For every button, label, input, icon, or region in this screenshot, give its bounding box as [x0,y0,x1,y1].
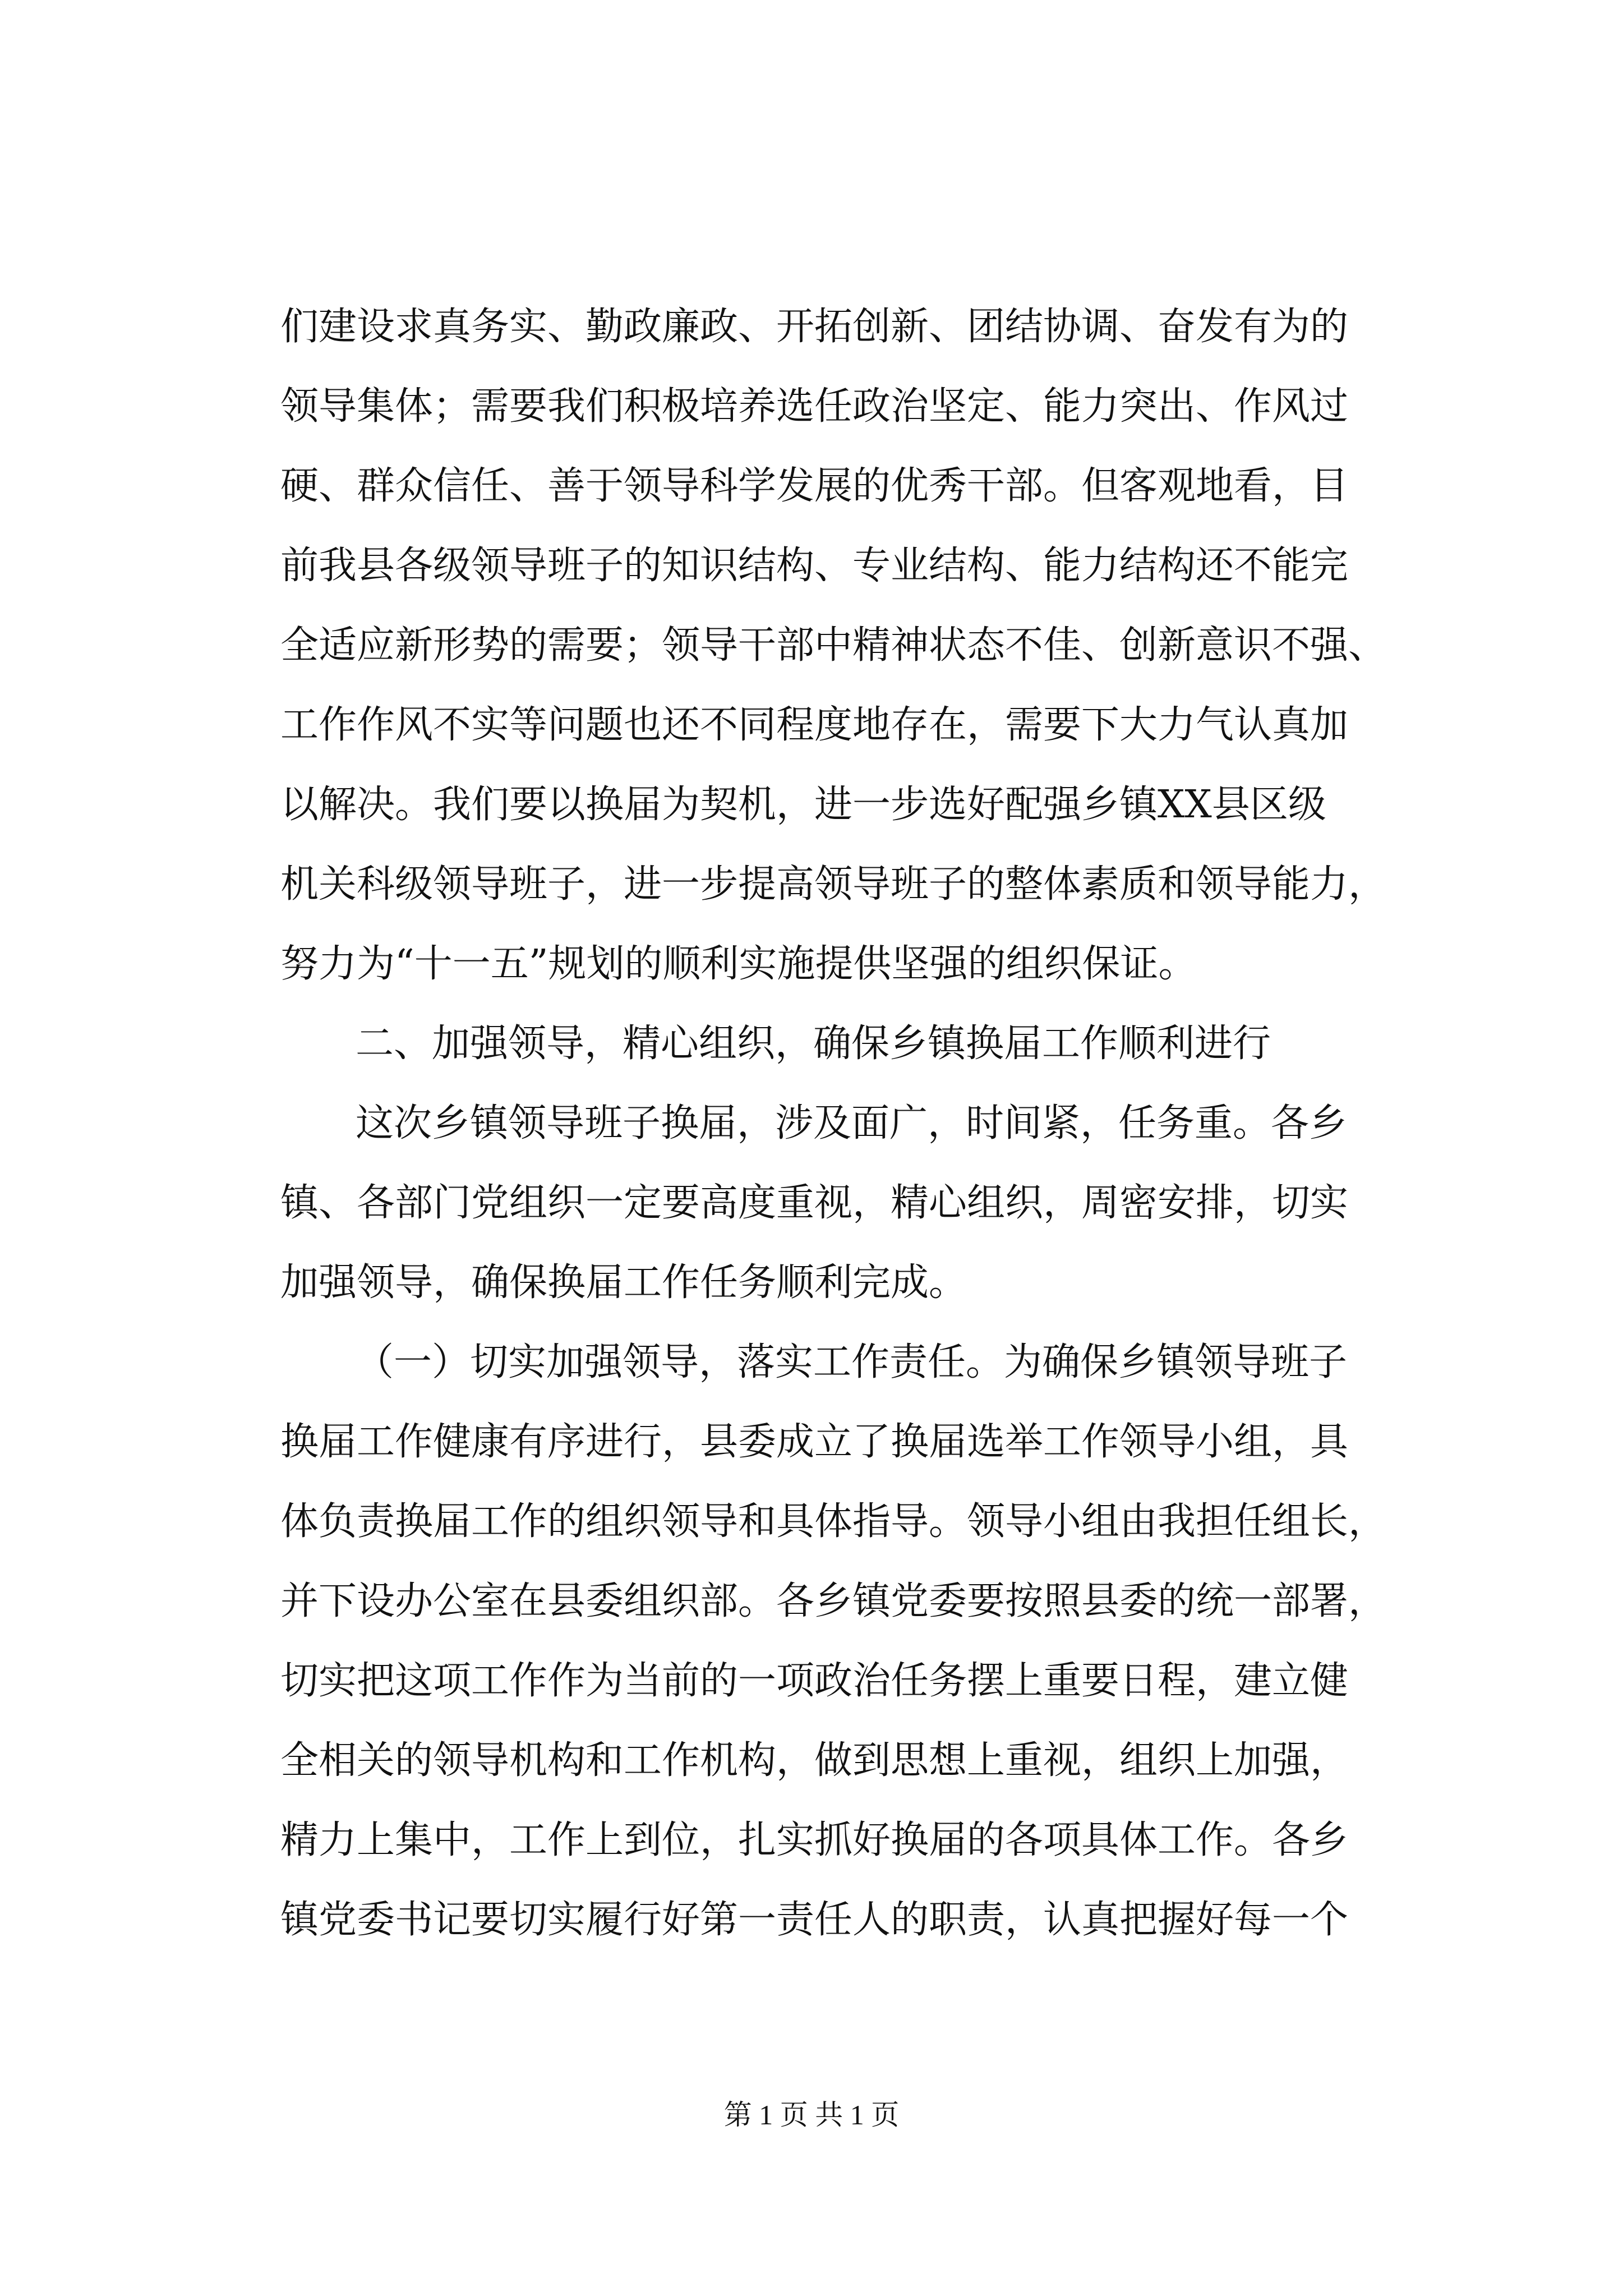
text-line: 切实把这项工作作为当前的一项政治任务摆上重要日程，建立健 [280,1659,1349,1703]
text-line: 加强领导，确保换届工作任务顺利完成。 [280,1260,967,1305]
text-line: 以解决。我们要以换届为契机，进一步选好配强乡镇XX县区级 [280,783,1326,827]
text-line: 工作作风不实等问题也还不同程度地存在，需要下大力气认真加 [280,703,1349,747]
text-line: 努力为“十一五”规划的顺利实施提供坚强的组织保证。 [280,942,1197,986]
text-line: 全适应新形势的需要；领导干部中精神状态不佳、创新意识不强、 [280,623,1387,668]
text-line: 前我县各级领导班子的知识结构、专业结构、能力结构还不能完 [280,544,1349,588]
text-line: 换届工作健康有序进行，县委成立了换届选举工作领导小组，具 [280,1420,1349,1464]
section-heading: 二、加强领导，精心组织，确保乡镇换届工作顺利进行 [356,1022,1271,1066]
text-line: 这次乡镇领导班子换届，涉及面广，时间紧，任务重。各乡 [356,1101,1348,1145]
text-line: 镇、各部门党组织一定要高度重视，精心组织，周密安排，切实 [280,1181,1349,1225]
page-footer: 第 1 页 共 1 页 [723,2099,900,2131]
text-line: 并下设办公室在县委组织部。各乡镇党委要按照县委的统一部署， [280,1579,1387,1623]
text-line: 精力上集中，工作上到位，扎实抓好换届的各项具体工作。各乡 [280,1818,1349,1862]
subsection-heading-line: （一）切实加强领导，落实工作责任。为确保乡镇领导班子 [356,1340,1348,1384]
text-line: 体负责换届工作的组织领导和具体指导。领导小组由我担任组长， [280,1499,1387,1544]
text-line: 们建设求真务实、勤政廉政、开拓创新、团结协调、奋发有为的 [280,305,1349,349]
text-line: 领导集体；需要我们积极培养选任政治坚定、能力突出、作风过 [280,384,1349,429]
text-line: 机关科级领导班子，进一步提高领导班子的整体素质和领导能力， [280,862,1387,907]
text-line: 全相关的领导机构和工作机构，做到思想上重视，组织上加强， [280,1738,1349,1783]
text-line: 镇党委书记要切实履行好第一责任人的职责，认真把握好每一个 [280,1898,1349,1942]
document-body [280,287,1402,1960]
text-line: 硬、群众信任、善于领导科学发展的优秀干部。但客观地看，目 [280,464,1349,508]
